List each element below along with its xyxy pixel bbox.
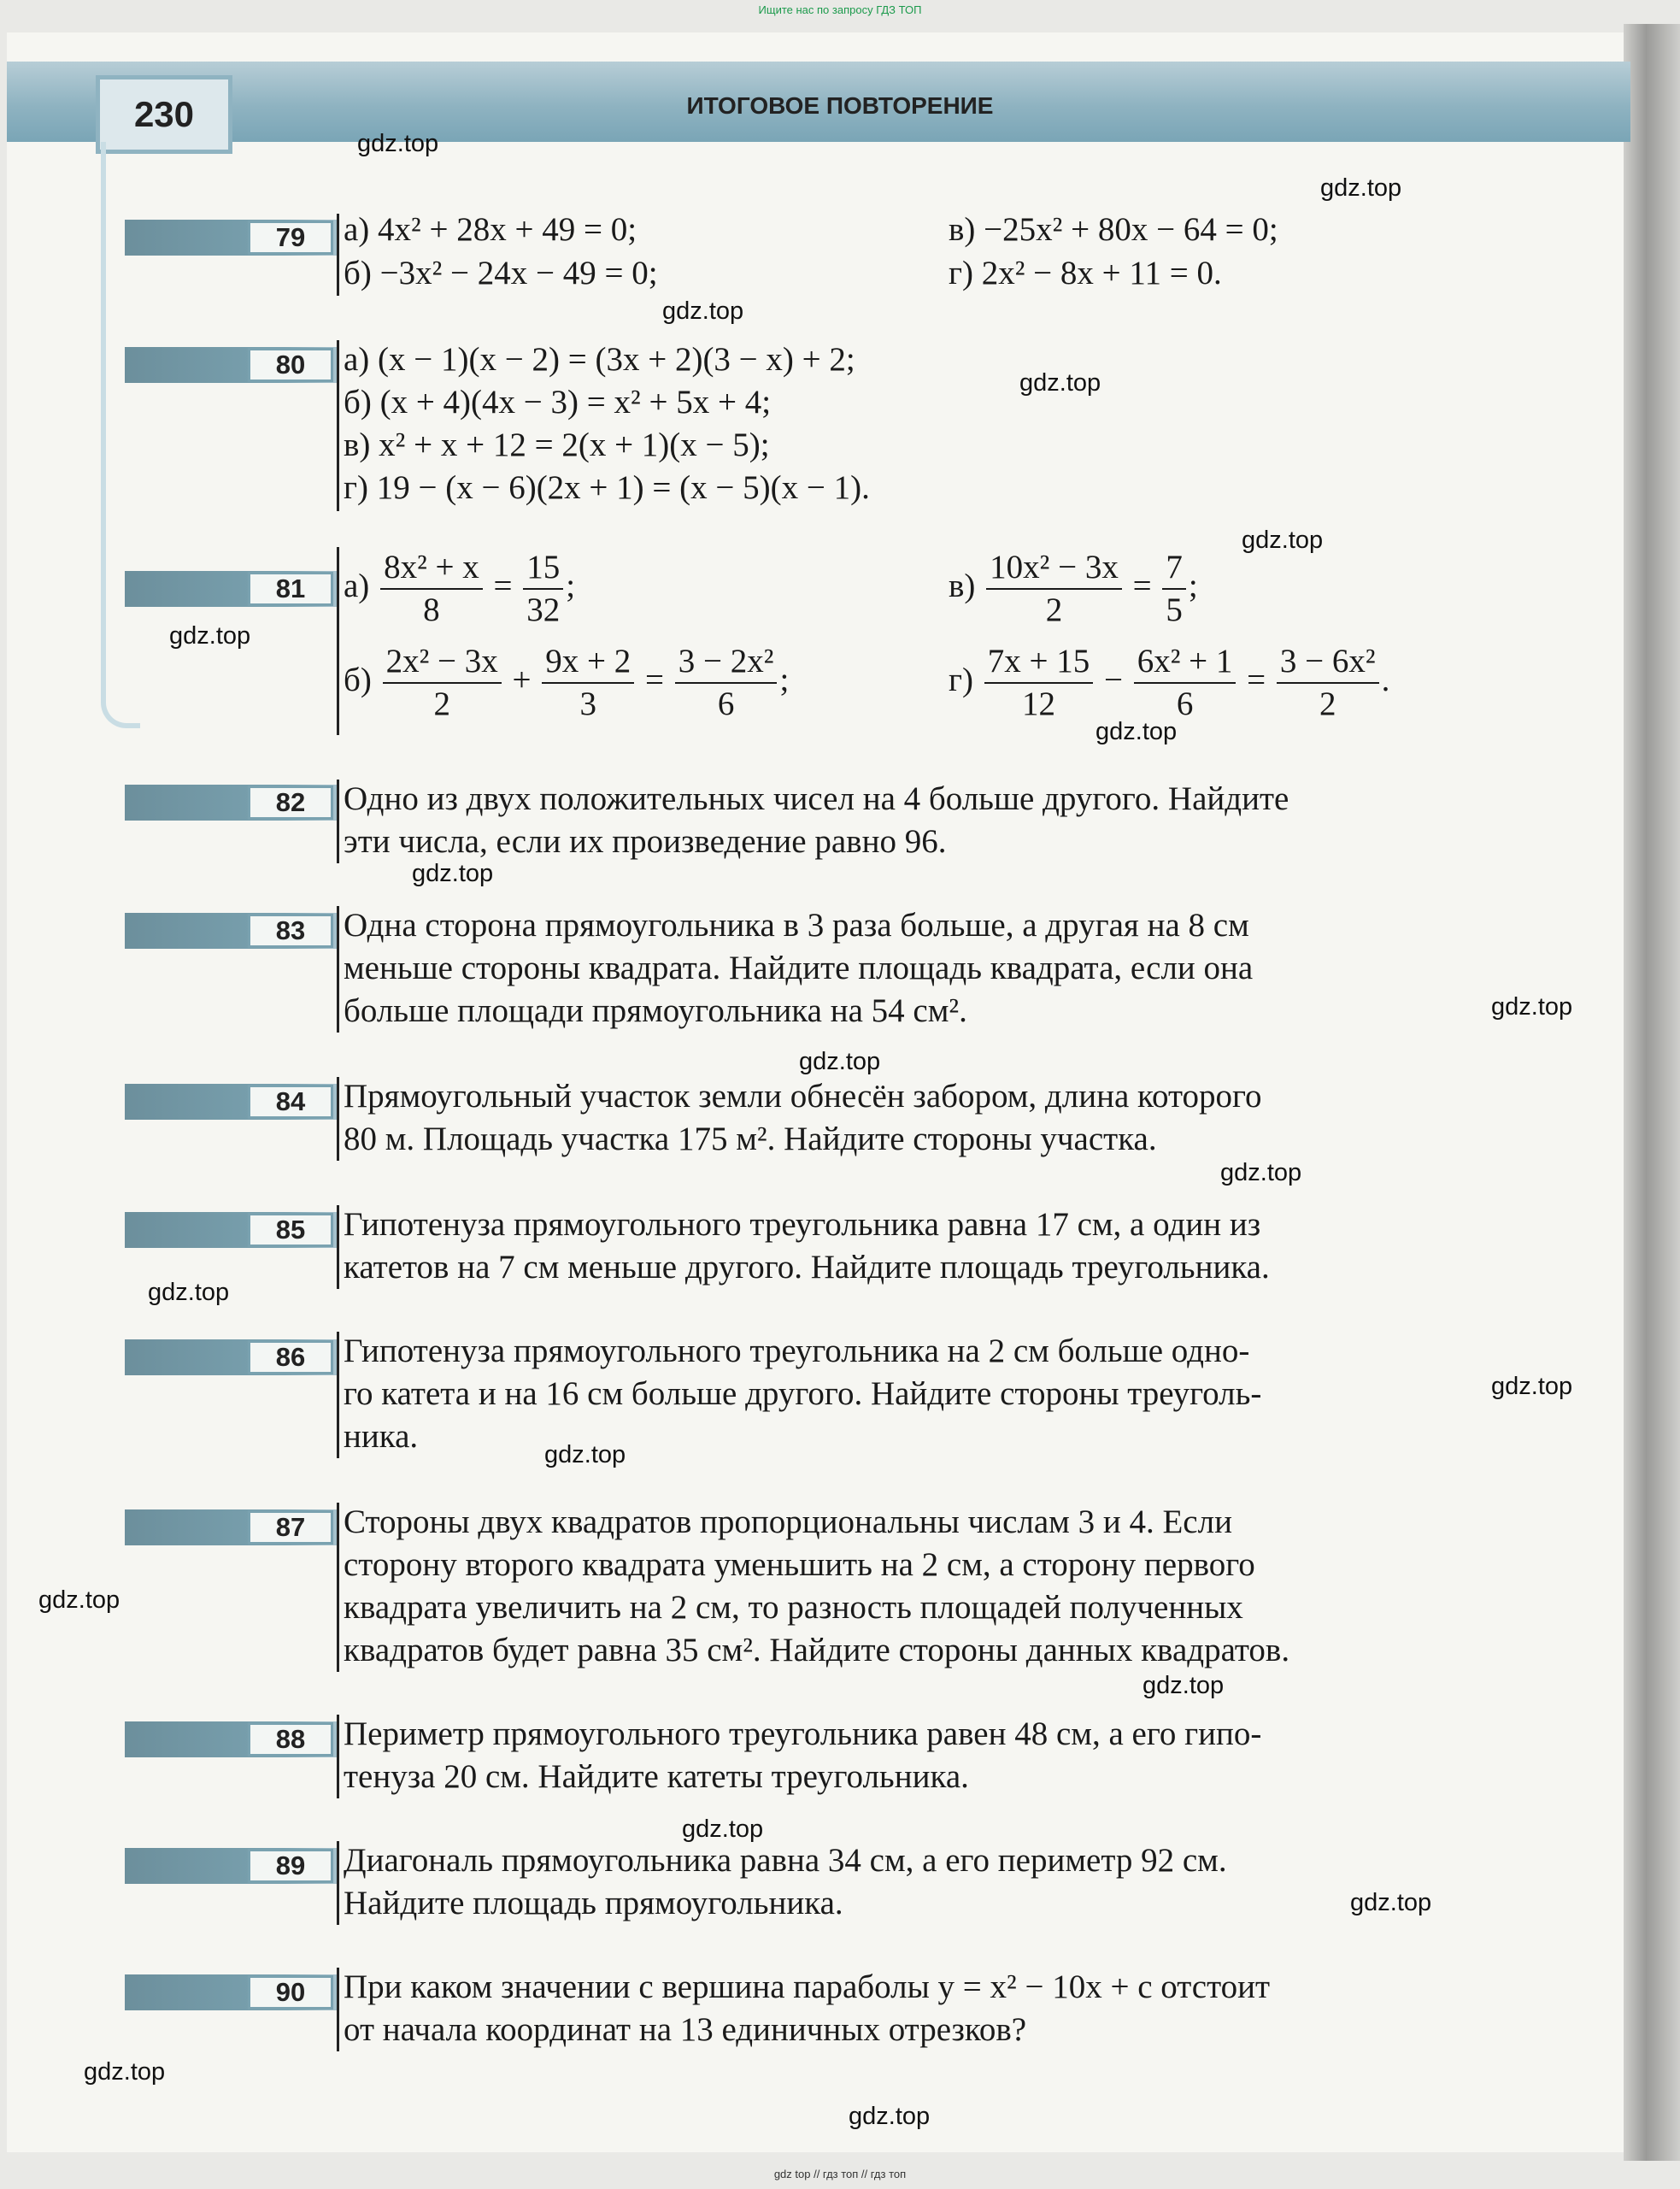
fraction (675, 641, 778, 725)
fraction (1134, 641, 1237, 725)
problem-text (344, 904, 1499, 1033)
problem-number: 83 (248, 914, 333, 948)
bottom-hint: gdz top // гдз топ // гдз топ (773, 2168, 907, 2180)
watermark: gdz.top (1320, 174, 1402, 202)
problem-number: 89 (248, 1849, 333, 1883)
problem-number: 87 (248, 1510, 333, 1545)
problem-text (344, 1713, 1499, 1798)
text-line: Гипотенуза прямоугольного треугольника на 2 см больше одно- (344, 1333, 1250, 1369)
problem-number: 88 (248, 1722, 333, 1756)
watermark: gdz.top (544, 1441, 626, 1468)
problem-text (344, 1330, 1499, 1458)
fraction-equation-b (344, 641, 789, 725)
problem-rule (337, 547, 339, 735)
minus-sign: − (1103, 661, 1123, 698)
problem-text (344, 1075, 1499, 1161)
equation-b: б) −3x² − 24x − 49 = 0; (344, 255, 658, 291)
item-label: а) (344, 567, 370, 604)
denominator: 6 (717, 686, 735, 722)
plus-sign: + (512, 661, 532, 698)
problem-text (344, 1203, 1499, 1289)
text-line: катетов на 7 см меньше другого. Найдите площадь треугольника. (344, 1249, 1270, 1286)
problem-text (344, 1839, 1499, 1925)
problem-number: 82 (248, 786, 333, 820)
watermark: gdz.top (38, 1586, 120, 1614)
item-label: в) (949, 567, 976, 604)
page-number: 230 (96, 75, 232, 154)
equation-line: г) 19 − (x − 6)(2x + 1) = (x − 5)(x − 1). (344, 469, 870, 506)
watermark: gdz.top (1096, 718, 1178, 745)
watermark: gdz.top (799, 1048, 881, 1075)
problem-rule (337, 1841, 339, 1925)
watermark: gdz.top (1143, 1672, 1225, 1699)
text-line: 80 м. Площадь участка 175 м². Найдите стороны участка. (344, 1121, 1157, 1157)
text-line: Периметр прямоугольного треугольника равен 48 см, а его гипо- (344, 1715, 1262, 1752)
problem-number: 90 (248, 1975, 333, 2010)
equation-line: а) (x − 1)(x − 2) = (3x + 2)(3 − x) + 2; (344, 341, 855, 378)
fraction (1277, 641, 1379, 725)
numerator: 6x² + 1 (1134, 641, 1237, 684)
item-label: г) (949, 661, 973, 698)
problem-rule (337, 1332, 339, 1458)
equation-a: а) 4x² + 28x + 49 = 0; (344, 211, 637, 248)
problem-text (344, 1501, 1499, 1672)
watermark: gdz.top (682, 1815, 764, 1843)
numerator: 3 − 6x² (1277, 641, 1379, 684)
punctuation: ; (779, 661, 790, 698)
fraction (380, 547, 483, 631)
watermark: gdz.top (1350, 1889, 1432, 1916)
watermark: gdz.top (849, 2103, 931, 2130)
fraction (986, 547, 1122, 631)
problem-rule (337, 340, 339, 511)
text-line: Найдите площадь прямоугольника. (344, 1885, 843, 1921)
watermark: gdz.top (412, 860, 494, 887)
text-line: Одно из двух положительных чисел на 4 больше другого. Найдите (344, 780, 1289, 817)
problem-number: 81 (248, 572, 333, 606)
denominator: 2 (1045, 591, 1063, 628)
punctuation: . (1381, 661, 1390, 698)
text-line: тенуза 20 см. Найдите катеты треугольника. (344, 1758, 969, 1795)
text-line: квадрата увеличить на 2 см, то разность площадей полученных (344, 1589, 1243, 1626)
text-line: Стороны двух квадратов пропорциональны числам 3 и 4. Если (344, 1503, 1232, 1540)
watermark: gdz.top (1491, 1373, 1573, 1400)
watermark: gdz.top (662, 297, 744, 325)
punctuation: ; (1188, 567, 1198, 604)
text-line: Гипотенуза прямоугольного треугольника равна 17 см, а один из (344, 1206, 1261, 1243)
denominator: 2 (433, 686, 450, 722)
watermark: gdz.top (148, 1279, 230, 1306)
denominator: 32 (526, 591, 561, 628)
watermark: gdz.top (1491, 993, 1573, 1021)
problem-text (344, 1966, 1499, 2051)
text-line: меньше стороны квадрата. Найдите площадь квадрата, если она (344, 950, 1254, 986)
text-line: ника. (344, 1418, 419, 1455)
text-line: эти числа, если их произведение равно 96. (344, 823, 947, 860)
equation-line: б) (x + 4)(4x − 3) = x² + 5x + 4; (344, 384, 772, 421)
problem-rule (337, 780, 339, 863)
numerator: 7 (1162, 547, 1186, 590)
equals-sign: = (1247, 661, 1266, 698)
numerator: 15 (523, 547, 563, 590)
problem-rule (337, 1968, 339, 2051)
fraction-equation-g (949, 641, 1389, 725)
text-line: больше площади прямоугольника на 54 см². (344, 992, 967, 1029)
section-title: ИТОГОВОЕ ПОВТОРЕНИЕ (686, 92, 994, 119)
problem-number: 79 (248, 221, 333, 255)
fraction (984, 641, 1094, 725)
fraction-equation-v (949, 547, 1198, 631)
denominator: 6 (1176, 686, 1194, 722)
fraction (1162, 547, 1186, 631)
page-edge-shadow (1624, 24, 1680, 2161)
problem-rule (337, 1503, 339, 1672)
watermark: gdz.top (1242, 527, 1324, 554)
numerator: 7x + 15 (984, 641, 1094, 684)
problem-number: 86 (248, 1340, 333, 1374)
watermark: gdz.top (169, 622, 251, 650)
equals-sign: = (645, 661, 665, 698)
equation-g: г) 2x² − 8x + 11 = 0. (949, 255, 1222, 291)
equals-sign: = (493, 567, 513, 604)
problem-rule (337, 214, 339, 296)
top-hint: Ищите нас по запросу ГДЗ ТОП (758, 3, 922, 16)
problem-rule (337, 906, 339, 1033)
numerator: 2x² − 3x (383, 641, 502, 684)
numerator: 8x² + x (380, 547, 483, 590)
problem-rule (337, 1715, 339, 1798)
denominator: 2 (1319, 686, 1336, 722)
problem-number: 84 (248, 1085, 333, 1119)
text-line: Диагональ прямоугольника равна 34 см, а его периметр 92 см. (344, 1842, 1227, 1879)
numerator: 9x + 2 (542, 641, 634, 684)
equation-line: в) x² + x + 12 = 2(x + 1)(x − 5); (344, 427, 770, 463)
problem-rule (337, 1205, 339, 1289)
problem-number: 85 (248, 1213, 333, 1247)
problem-text (344, 338, 1499, 509)
text-line: от начала координат на 13 единичных отрезков? (344, 2011, 1027, 2048)
equals-sign: = (1132, 567, 1152, 604)
denominator: 5 (1166, 591, 1183, 628)
text-line: го катета и на 16 см больше другого. Найдите стороны треуголь- (344, 1375, 1262, 1412)
watermark: gdz.top (1220, 1159, 1302, 1186)
fraction (542, 641, 634, 725)
text-line: При каком значении c вершина параболы y = x² − 10x + c отстоит (344, 1968, 1271, 2005)
fraction-equation-a (344, 547, 575, 631)
numerator: 10x² − 3x (986, 547, 1122, 590)
watermark: gdz.top (1019, 369, 1101, 397)
denominator: 12 (1021, 686, 1055, 722)
equation-v: в) −25x² + 80x − 64 = 0; (949, 211, 1278, 248)
numerator: 3 − 2x² (675, 641, 778, 684)
watermark: gdz.top (84, 2058, 166, 2086)
text-line: сторону второго квадрата уменьшить на 2 см, а сторону первого (344, 1546, 1255, 1583)
denominator: 8 (423, 591, 440, 628)
text-line: квадратов будет равна 35 см². Найдите стороны данных квадратов. (344, 1632, 1290, 1668)
fraction (383, 641, 502, 725)
punctuation: ; (566, 567, 576, 604)
text-line: Прямоугольный участок земли обнесён забором, длина которого (344, 1078, 1262, 1115)
problem-text (344, 778, 1499, 863)
fraction (523, 547, 563, 631)
watermark: gdz.top (357, 130, 439, 157)
denominator: 3 (579, 686, 597, 722)
problem-rule (337, 1077, 339, 1161)
problem-number: 80 (248, 348, 333, 382)
item-label: б) (344, 661, 372, 698)
text-line: Одна сторона прямоугольника в 3 раза больше, а другая на 8 см (344, 907, 1249, 944)
